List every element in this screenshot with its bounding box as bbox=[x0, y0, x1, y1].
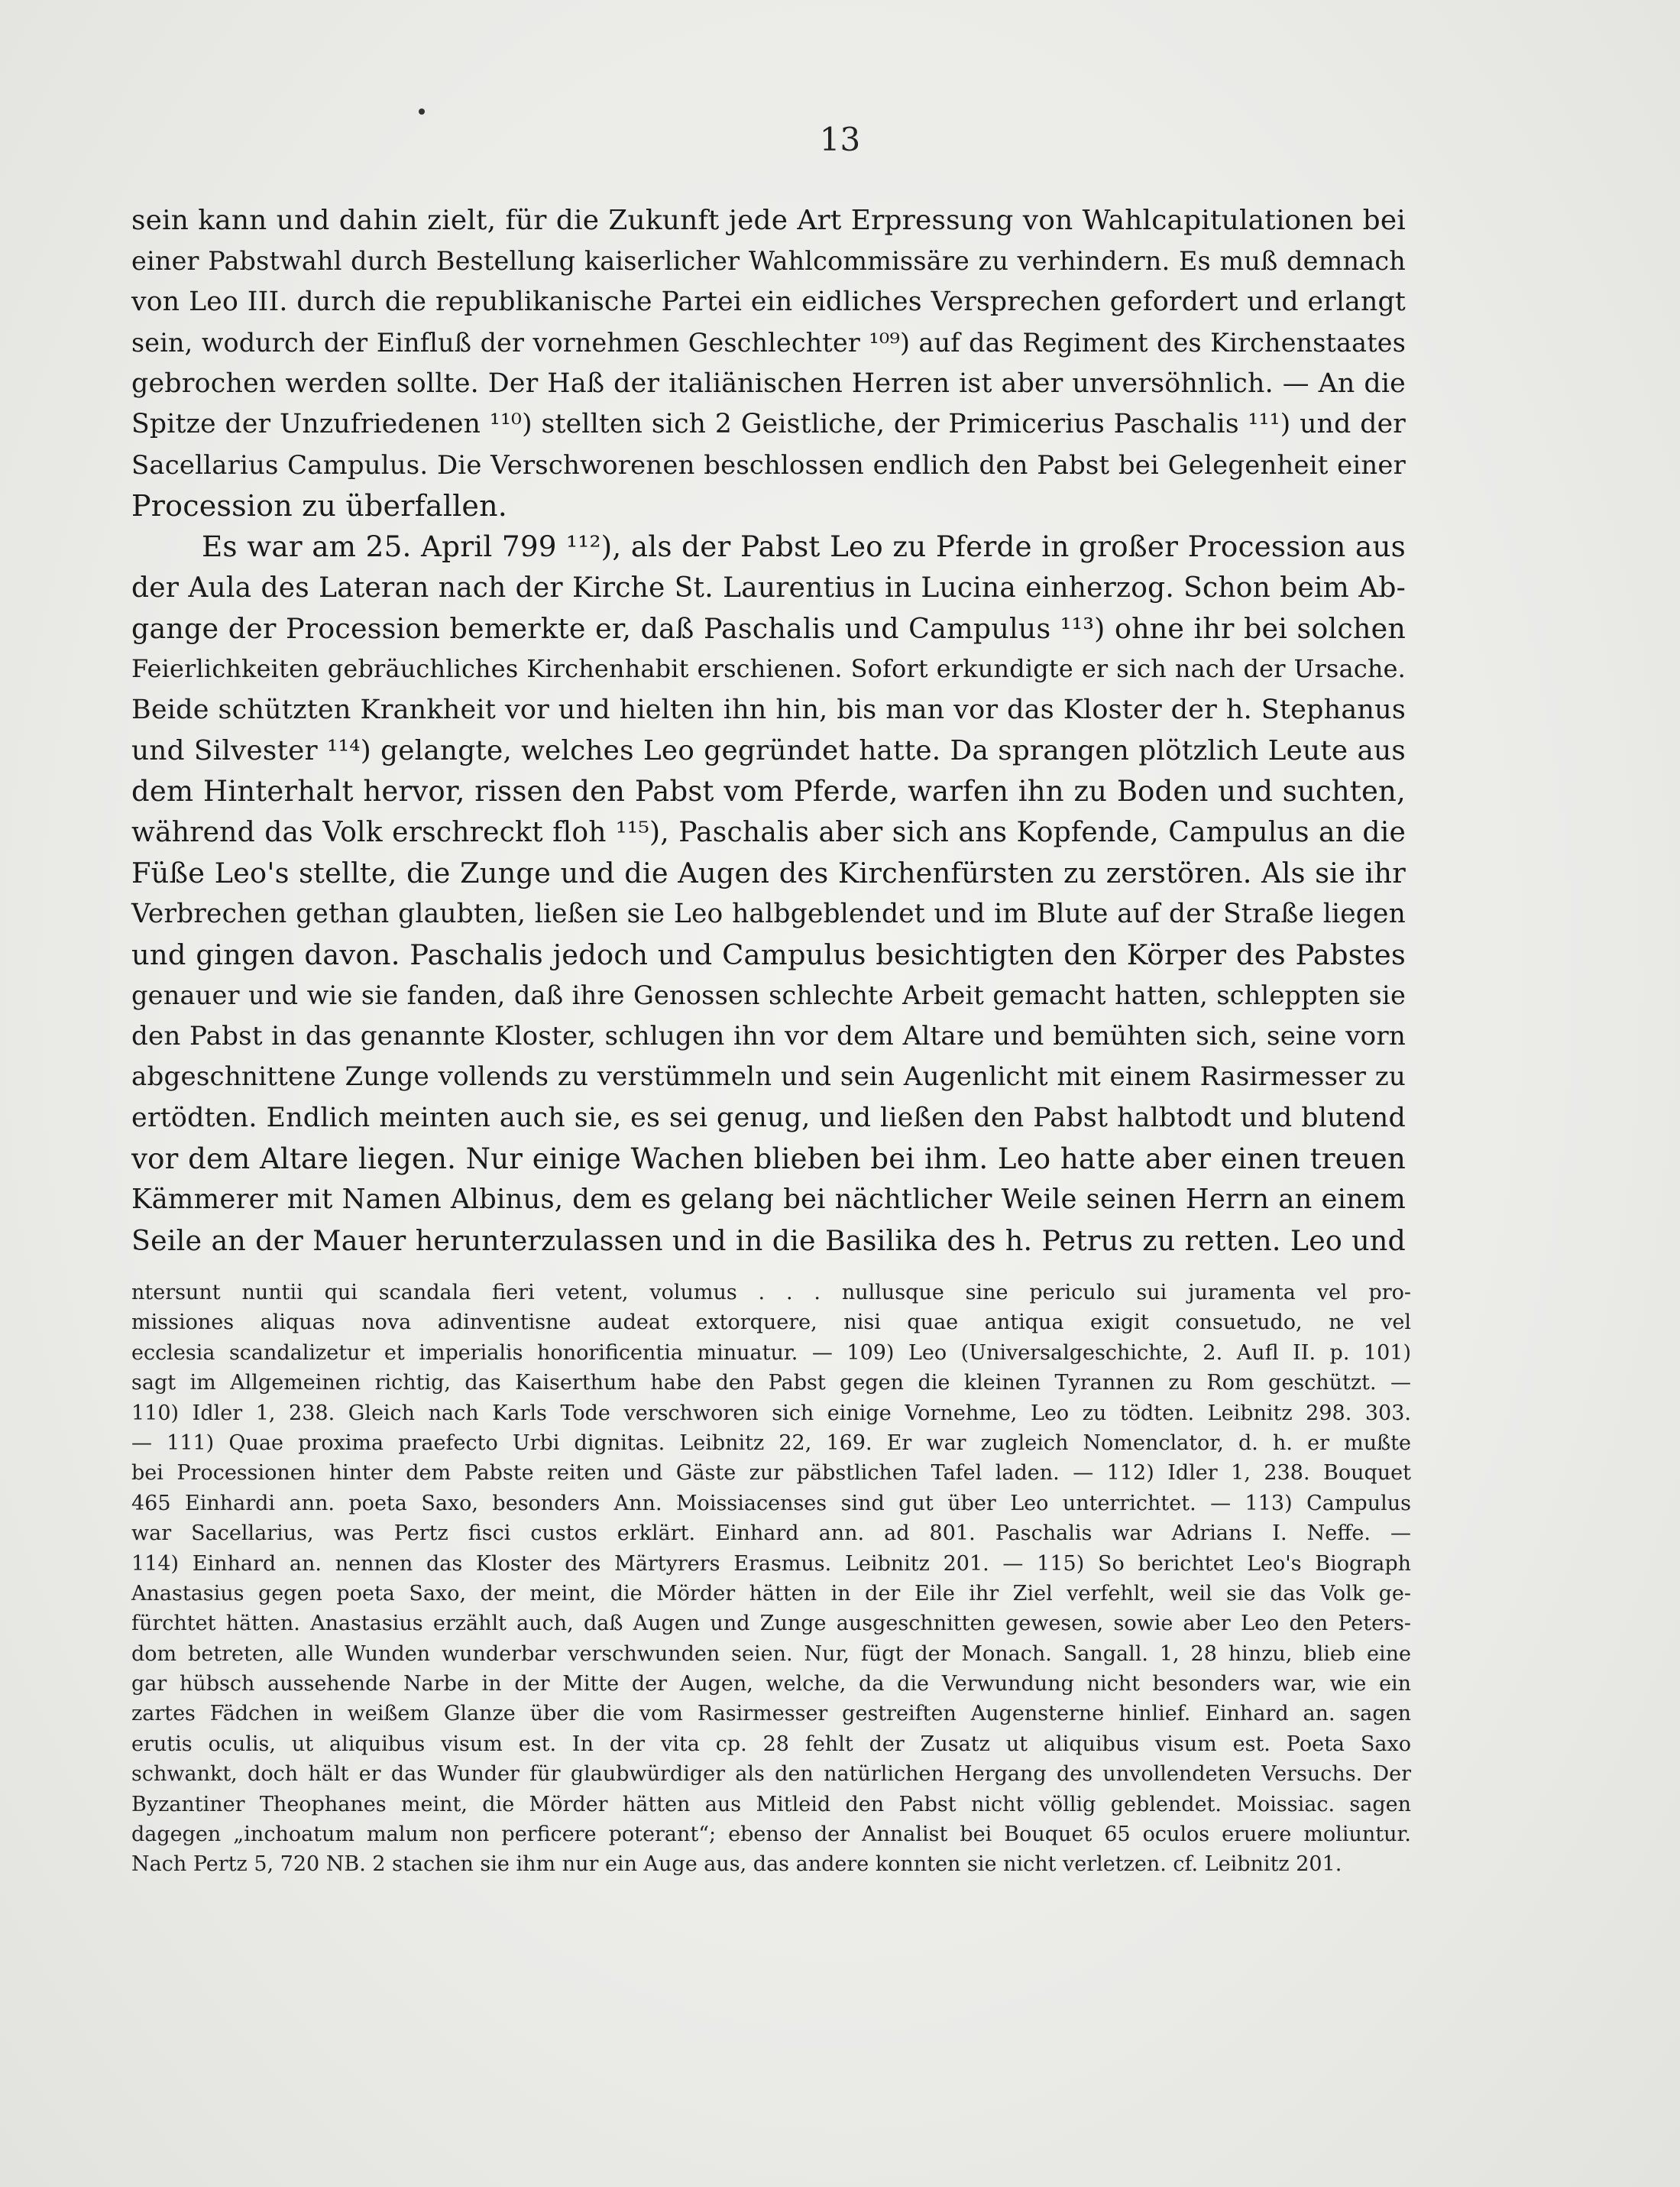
footnote-line: zartes Fädchen in weißem Glanze über die vom Rasirmesser gestreiften Augensterne hinlief. Einhard an. sagen bbox=[131, 1702, 1411, 1726]
text-line: sein, wodurch der Einfluß der vornehmen Geschlechter ¹⁰⁹) auf das Regiment des Kirchenstaates bbox=[131, 328, 1406, 358]
footnote-line: fürchtet hätten. Anastasius erzählt auch, daß Augen und Zunge ausgeschnitten gewesen, sowie aber Leo den Peters- bbox=[131, 1612, 1411, 1636]
footnote-line: dagegen „inchoatum malum non perficere poterant“; ebenso der Annalist bei Bouquet 65 oculos eruere moliuntur. bbox=[131, 1823, 1411, 1847]
footnote-line: Anastasius gegen poeta Saxo, der meint, die Mörder hätten in der Eile ihr Ziel verfehlt, weil sie das Volk ge- bbox=[131, 1581, 1411, 1605]
text-line: genauer und wie sie fanden, daß ihre Genossen schlechte Arbeit gemacht hatten, schleppten sie bbox=[131, 980, 1406, 1011]
text-line: Procession zu überfallen. bbox=[131, 488, 508, 523]
text-line: während das Volk erschreckt floh ¹¹⁵), Paschalis aber sich ans Kopfende, Campulus an die bbox=[131, 815, 1406, 848]
text-line: Es war am 25. April 799 ¹¹²), als der Pabst Leo zu Pferde in großer Procession aus bbox=[202, 530, 1406, 564]
footnote-line: gar hübsch aussehende Narbe in der Mitte der Augen, welche, da die Verwundung nicht besonders war, wie ein bbox=[131, 1672, 1411, 1696]
footnote-line: ecclesia scandalizetur et imperialis honorificentia minuatur. — 109) Leo (Universalgeschichte, 2. Aufl II. p. 101) bbox=[131, 1340, 1411, 1365]
footnote-line: erutis oculis, ut aliquibus visum est. In der vita cp. 28 fehlt der Zusatz ut aliquibus visum est. Poeta Saxo bbox=[131, 1732, 1411, 1756]
footnote-line: 110) Idler 1, 238. Gleich nach Karls Tode verschworen sich einige Vornehme, Leo zu tödten. Leibnitz 298. 303. bbox=[131, 1401, 1411, 1425]
text-line: von Leo III. durch die republikanische Partei ein eidliches Versprechen gefordert und erlangt bbox=[131, 286, 1406, 317]
footnote-line: 465 Einhardi ann. poeta Saxo, besonders Ann. Moissiacenses sind gut über Leo unterrichtet. — 113) Campulus bbox=[131, 1491, 1411, 1515]
footnote-line: war Sacellarius, was Pertz fisci custos erklärt. Einhard ann. ad 801. Paschalis war Adrians I. Neffe. — bbox=[131, 1521, 1411, 1546]
footnote-line: ntersunt nuntii qui scandala fieri vetent, volumus . . . nullusque sine periculo sui juramenta vel pro- bbox=[131, 1281, 1411, 1304]
footnote-line: 114) Einhard an. nennen das Kloster des Märtyrers Erasmus. Leibnitz 201. — 115) So berichtet Leo's Biograph bbox=[131, 1551, 1411, 1576]
footnote-line: Byzantiner Theophanes meint, die Mörder hätten aus Mitleid den Pabst nicht völlig geblendet. Moissiac. sagen bbox=[131, 1792, 1411, 1816]
text-line: Kämmerer mit Namen Albinus, dem es gelang bei nächtlicher Weile seinen Herrn an einem bbox=[131, 1184, 1406, 1216]
text-line: Seile an der Mauer herunterzulassen und in die Basilika des h. Petrus zu retten. Leo und bbox=[131, 1223, 1406, 1257]
page-number: 13 bbox=[819, 121, 861, 158]
text-line: und Silvester ¹¹⁴) gelangte, welches Leo gegründet hatte. Da sprangen plötzlich Leute aus bbox=[131, 735, 1406, 767]
text-line: Beide schützten Krankheit vor und hielten ihn hin, bis man vor das Kloster der h. Stephanus bbox=[131, 694, 1406, 725]
footnote-line: bei Processionen hinter dem Pabste reiten und Gäste zur päbstlichen Tafel laden. — 112) Idler 1, 238. Bouquet bbox=[131, 1461, 1411, 1486]
footnote-line: Nach Pertz 5, 720 NB. 2 stachen sie ihm nur ein Auge aus, das andere konnten sie nicht verletzen. cf. Leibnitz 201. bbox=[131, 1852, 1342, 1877]
text-line: Spitze der Unzufriedenen ¹¹⁰) stellten sich 2 Geistliche, der Primicerius Paschalis ¹¹¹) und der bbox=[131, 408, 1406, 439]
text-line: Füße Leo's stellte, die Zunge und die Augen des Kirchenfürsten zu zerstören. Als sie ihr bbox=[131, 857, 1406, 890]
footnote-line: — 111) Quae proxima praefecto Urbi dignitas. Leibnitz 22, 169. Er war zugleich Nomenclator, d. h. er mußte bbox=[131, 1430, 1411, 1455]
text-line: ertödten. Endlich meinten auch sie, es sei genug, und ließen den Pabst halbtodt und blutend bbox=[131, 1102, 1406, 1133]
text-line: Verbrechen gethan glaubten, ließen sie Leo halbgeblendet und im Blute auf der Straße liegen bbox=[131, 898, 1406, 929]
text-line: der Aula des Lateran nach der Kirche St. Laurentius in Lucina einherzog. Schon beim Ab- bbox=[131, 572, 1406, 604]
text-line: und gingen davon. Paschalis jedoch und Campulus besichtigten den Körper des Pabstes bbox=[131, 938, 1406, 972]
ink-speck bbox=[419, 109, 425, 115]
footnote-line: sagt im Allgemeinen richtig, das Kaiserthum habe den Pabst gegen die kleinen Tyrannen zu Rom geschützt. — bbox=[131, 1371, 1411, 1395]
text-line: abgeschnittene Zunge vollends zu verstümmeln und sein Augenlicht mit einem Rasirmesser zu bbox=[131, 1061, 1406, 1093]
text-line: gebrochen werden sollte. Der Haß der italiänischen Herren ist aber unversöhnlich. — An die bbox=[131, 368, 1406, 399]
text-line: sein kann und dahin zielt, für die Zukunft jede Art Erpressung von Wahlcapitulationen bei bbox=[131, 205, 1406, 236]
text-line: gange der Procession bemerkte er, daß Paschalis und Campulus ¹¹³) ohne ihr bei solchen bbox=[131, 611, 1406, 645]
text-line: dem Hinterhalt hervor, rissen den Pabst vom Pferde, warfen ihn zu Boden und suchten, bbox=[131, 775, 1406, 808]
main-text-block bbox=[131, 200, 1406, 1261]
text-line: vor dem Altare liegen. Nur einige Wachen blieben bei ihm. Leo hatte aber einen treuen bbox=[131, 1142, 1406, 1175]
text-line: Sacellarius Campulus. Die Verschworenen beschlossen endlich den Pabst bei Gelegenheit einer bbox=[131, 450, 1406, 481]
footnote-line: schwankt, doch hält er das Wunder für glaubwürdiger als den natürlichen Hergang des unvollendeten Versuchs. Der bbox=[131, 1762, 1411, 1787]
text-line: Feierlichkeiten gebräuchliches Kirchenhabit erschienen. Sofort erkundigte er sich nach der Ursache. bbox=[131, 654, 1406, 684]
text-line: einer Pabstwahl durch Bestellung kaiserlicher Wahlcommissäre zu verhindern. Es muß demnach bbox=[131, 246, 1406, 277]
footnotes-block bbox=[131, 1278, 1411, 1880]
footnote-line: dom betreten, alle Wunden wunderbar verschwunden seien. Nur, fügt der Monach. Sangall. 1, 28 hinzu, blieb eine bbox=[131, 1641, 1411, 1666]
footnote-line: missiones aliquas nova adinventisne audeat extorquere, nisi quae antiqua exigit consuetudo, ne vel bbox=[131, 1311, 1411, 1335]
text-line: den Pabst in das genannte Kloster, schlugen ihn vor dem Altare und bemühten sich, seine vorn bbox=[131, 1020, 1406, 1051]
